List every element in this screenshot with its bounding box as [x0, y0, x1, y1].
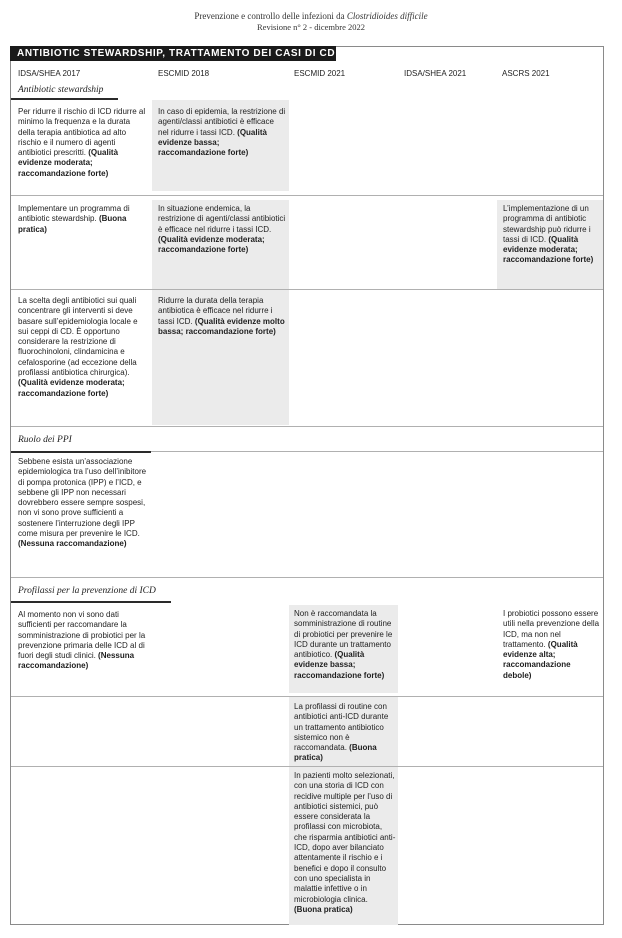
cell-r2-idsa-2017: Implementare un programma di antibiotic stewardship. (Buona pratica) — [18, 204, 130, 234]
table-banner: ANTIBIOTIC STEWARDSHIP, TRATTAMENTO DEI CASI DI CD — [10, 46, 336, 61]
column-header-idsa-2017: IDSA/SHEA 2017 — [18, 69, 81, 78]
document-header — [0, 11, 622, 21]
frame-left-border — [10, 61, 11, 925]
header-title-italic: Clostridioides difficile — [346, 11, 428, 21]
cell-p1-ascrs-2021: I probiotici possono essere utili nella prevenzione della ICD, ma non nel trattamento. (Qualità evidenze alta; raccomandazione debole) — [503, 609, 600, 680]
cell-p2-escmid-2021: La profilassi di routine con antibiotici anti-ICD durante un trattamento antibiotico sistemico non è raccomandata. (Buona pratica) — [294, 702, 389, 763]
row-divider — [11, 696, 603, 697]
frame-right-border — [603, 46, 604, 925]
cell-p1-idsa-2017: Al momento non vi sono dati sufficienti per raccomandare la somministrazione di probiotici per la prevenzione primaria delle ICD al di fuori degli studi clinici. (Nessuna raccomandazione) — [18, 610, 146, 671]
cell-r1-idsa-2017: Per ridurre il rischio di ICD ridurre al minimo la frequenza e la durata della terapia antibiotica ad alto rischio e il numero di agenti antibiotici prescritti. (Qualità evidenze moderata; raccomandazione forte) — [18, 107, 146, 178]
column-header-idsa-2021: IDSA/SHEA 2021 — [404, 69, 467, 78]
column-header-escmid-2018: ESCMID 2018 — [158, 69, 210, 78]
row-divider — [11, 426, 603, 427]
document-revision: Revisione n° 2 - dicembre 2022 — [257, 22, 365, 32]
cell-p1-escmid-2021: Non è raccomandata la somministrazione di routine di probiotici per prevenire le ICD durante un trattamento antibiotico. (Qualità evidenze bassa; raccomandazione forte) — [294, 609, 393, 680]
column-header-escmid-2021: ESCMID 2021 — [294, 69, 346, 78]
section-label-ppi: Ruolo dei PPI — [18, 435, 72, 445]
cell-r2-escmid-2018: In situazione endemica, la restrizione di agenti/classi antibiotici è efficace nel ridurre i tassi ICD. (Qualità evidenze moderata; raccomandazione forte) — [158, 204, 286, 255]
row-divider — [11, 289, 603, 290]
cell-r1-escmid-2018: In caso di epidemia, la restrizione di agenti/classi antibiotici è efficace nel ridurre i tassi ICD. (Qualità evidenze bassa; raccomandazione forte) — [158, 107, 286, 158]
section-label-stewardship: Antibiotic stewardship — [18, 85, 104, 95]
cell-r3-idsa-2017: La scelta degli antibiotici sui quali concentrare gli interventi si deve basare sull’epidemiologia locale e sui ceppi di CD. È opportuno considerare la restrizione di fluorochinoloni, clindamicina e cefalosporine (ad eccezione della profilassi antibiotica chirurgica). (Qualità evidenze moderata; raccomandazione forte) — [18, 296, 138, 398]
section-label-profilassi: Profilassi per la prevenzione di ICD — [18, 586, 156, 596]
row-divider — [11, 195, 603, 196]
column-header-ascrs-2021: ASCRS 2021 — [502, 69, 550, 78]
row-divider — [11, 577, 603, 578]
section-underline — [11, 98, 118, 100]
header-title: Prevenzione e controllo delle infezioni da — [194, 11, 347, 21]
cell-ppi-idsa-2017: Sebbene esista un’associazione epidemiologica tra l’uso dell’inibitore di pompa protonica (IPP) e l’ICD, e sebbene gli IPP non necessari dovrebbero essere sempre sospesi, non vi sono prove sufficienti a sostenere l’interruzione degli IPP come misura per prevenire le ICD. (Nessuna raccomandazione) — [18, 457, 147, 549]
section-underline — [11, 451, 151, 453]
cell-r2-ascrs-2021: L’implementazione di un programma di antibiotic stewardship può ridurre i tassi di ICD. (Qualità evidenze moderata; raccomandazione forte) — [503, 204, 594, 265]
section-underline — [11, 601, 171, 603]
frame-top-border — [336, 46, 604, 47]
row-divider — [11, 766, 603, 767]
cell-p3-escmid-2021: In pazienti molto selezionati, con una storia di ICD con recidive multiple per l’uso di antibiotici sistemici, può essere considerata la profilassi con microbiota, che risparmia antibiotici anti-ICD, dopo aver bilanciato attentamente il rischio e i benefici e dopo il consulto con uno specialista in malattie infettive o in microbiologia clinica. (Buona pratica) — [294, 771, 396, 914]
cell-r3-escmid-2018: Ridurre la durata della terapia antibiotica è efficace nel ridurre i tassi ICD. (Qualità evidenze molto bassa; raccomandazione forte) — [158, 296, 285, 336]
